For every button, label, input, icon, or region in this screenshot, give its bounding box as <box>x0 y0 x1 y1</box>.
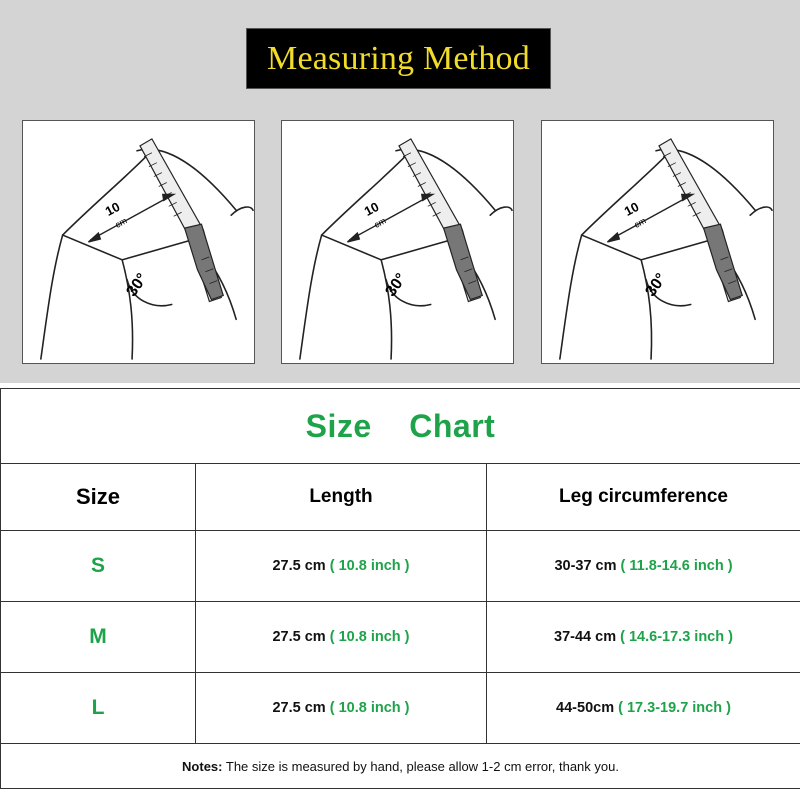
table-row <box>1 673 800 744</box>
size-cell: M <box>1 602 196 673</box>
col-header-size: Size <box>1 464 196 531</box>
circ-inch: ( 17.3-19.7 inch ) <box>618 700 731 716</box>
knee-measure-illustration <box>23 121 254 363</box>
circ-cm: 44-50cm <box>556 700 615 716</box>
length-inch: ( 10.8 inch ) <box>329 629 410 645</box>
angle-label: 30° <box>642 270 671 300</box>
size-cell: L <box>1 673 196 744</box>
length-cell <box>196 602 487 673</box>
length-inch: ( 10.8 inch ) <box>329 700 410 716</box>
circumference-cell <box>487 673 800 744</box>
col-header-leg-circumference: Leg circumference <box>487 464 800 531</box>
circ-cm: 37-44 cm <box>554 629 617 645</box>
table-row <box>1 602 800 673</box>
angle-label: 30° <box>382 270 411 300</box>
angle-label: 30° <box>123 270 152 300</box>
length-cm: 27.5 cm <box>272 629 326 645</box>
length-cm: 27.5 cm <box>272 558 326 574</box>
knee-measure-illustration <box>542 121 773 363</box>
notes-row <box>1 744 800 789</box>
distance-label: 10 <box>361 198 382 219</box>
size-chart-title: Size Chart <box>1 389 800 464</box>
circumference-cell <box>487 531 800 602</box>
distance-label: 10 <box>621 198 642 219</box>
measuring-method-banner <box>246 28 551 89</box>
circ-inch: ( 11.8-14.6 inch ) <box>620 558 733 574</box>
length-cell <box>196 531 487 602</box>
measuring-method-title: Measuring Method <box>267 39 530 77</box>
circ-cm: 30-37 cm <box>554 558 617 574</box>
unit-label: cm <box>113 215 129 230</box>
table-row <box>1 531 800 602</box>
knee-diagram-2 <box>281 120 514 364</box>
circ-inch: ( 14.6-17.3 inch ) <box>620 629 733 645</box>
length-inch: ( 10.8 inch ) <box>329 558 410 574</box>
measuring-method-section <box>0 0 800 383</box>
unit-label: cm <box>372 215 388 230</box>
length-cm: 27.5 cm <box>272 700 326 716</box>
notes-label: Notes: <box>182 758 223 774</box>
distance-label: 10 <box>102 198 123 219</box>
knee-diagram-1 <box>22 120 255 364</box>
col-header-length: Length <box>196 464 487 531</box>
knee-diagram-3 <box>541 120 774 364</box>
circumference-cell <box>487 602 800 673</box>
knee-measure-illustration <box>282 121 513 363</box>
length-cell <box>196 673 487 744</box>
size-cell: S <box>1 531 196 602</box>
notes-text: The size is measured by hand, please allow 1-2 cm error, thank you. <box>222 758 619 774</box>
unit-label: cm <box>632 215 648 230</box>
size-chart-table <box>0 388 800 789</box>
